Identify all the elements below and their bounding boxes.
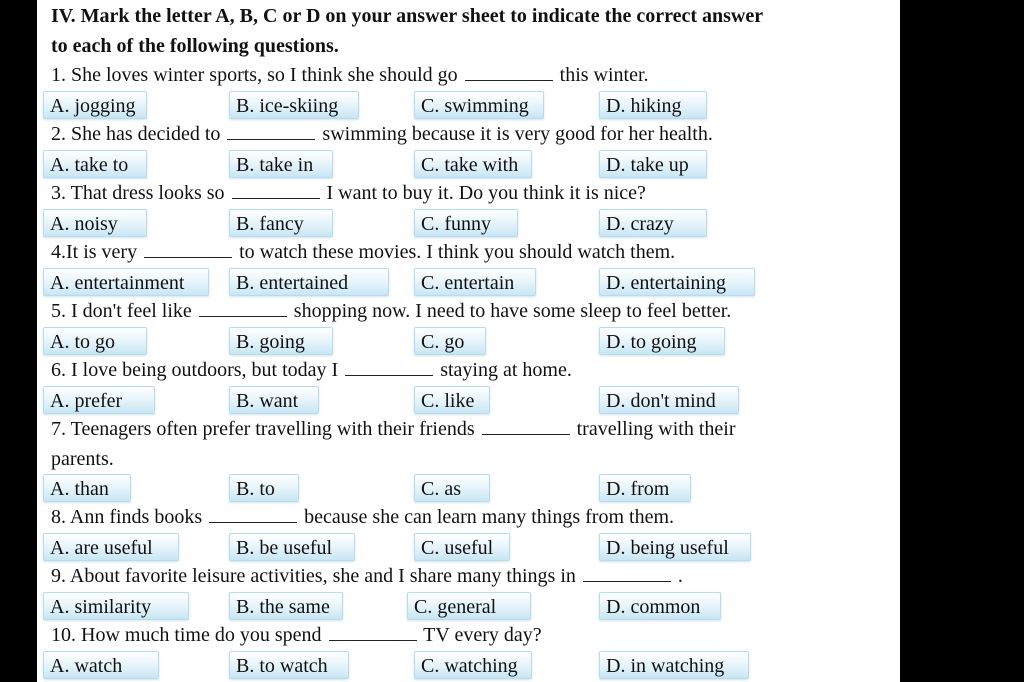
q10-option-c[interactable]: C. watching	[414, 651, 532, 679]
question-1	[51, 62, 649, 88]
question-text: 4.It is very	[51, 241, 138, 263]
q4-option-d[interactable]: D. entertaining	[599, 268, 755, 296]
answer-blank	[144, 240, 232, 258]
answer-blank	[345, 358, 433, 376]
question-4	[51, 239, 675, 265]
q7-option-c[interactable]: C. as	[414, 474, 490, 502]
q9-option-c[interactable]: C. general	[407, 592, 531, 620]
q5-option-c[interactable]: C. go	[414, 327, 486, 355]
q4-option-a[interactable]: A. entertainment	[43, 268, 209, 296]
q10-option-a[interactable]: A. watch	[43, 651, 159, 679]
q2-option-a[interactable]: A. take to	[43, 150, 147, 178]
q2-option-c[interactable]: C. take with	[414, 150, 532, 178]
q7-option-a[interactable]: A. than	[43, 474, 131, 502]
q2-option-b[interactable]: B. take in	[229, 150, 333, 178]
answer-blank	[329, 623, 417, 641]
question-text-end: this winter.	[559, 64, 649, 86]
q5-option-a[interactable]: A. to go	[43, 327, 147, 355]
q8-option-a[interactable]: A. are useful	[43, 533, 179, 561]
question-text-end: shopping now. I need to have some sleep to feel better.	[293, 300, 732, 322]
answer-blank	[232, 181, 320, 199]
question-2	[51, 121, 713, 147]
question-text-end: .	[677, 565, 683, 587]
answer-blank	[583, 564, 671, 582]
q3-option-d[interactable]: D. crazy	[599, 209, 707, 237]
q7-option-d[interactable]: D. from	[599, 474, 691, 502]
question-text-end: to watch these movies. I think you should watch them.	[239, 241, 676, 263]
instruction-line-1: IV. Mark the letter A, B, C or D on your answer sheet to indicate the correct answer	[51, 5, 764, 27]
q8-option-b[interactable]: B. be useful	[229, 533, 355, 561]
q8-option-d[interactable]: D. being useful	[599, 533, 751, 561]
q6-option-a[interactable]: A. prefer	[43, 386, 155, 414]
answer-blank	[209, 505, 297, 523]
q6-option-c[interactable]: C. like	[414, 386, 490, 414]
q6-option-b[interactable]: B. want	[229, 386, 319, 414]
q10-option-b[interactable]: B. to watch	[229, 651, 349, 679]
question-text: 6. I love being outdoors, but today I	[51, 359, 339, 381]
question-text-end: travelling with their	[576, 418, 736, 440]
question-5	[51, 298, 731, 324]
q4-option-b[interactable]: B. entertained	[229, 268, 389, 296]
question-text: 5. I don't feel like	[51, 300, 192, 322]
q3-option-b[interactable]: B. fancy	[229, 209, 333, 237]
question-text: 10. How much time do you spend	[51, 624, 322, 646]
q6-option-d[interactable]: D. don't mind	[599, 386, 739, 414]
answer-blank	[482, 417, 570, 435]
question-text-end: TV every day?	[423, 624, 542, 646]
q4-option-c[interactable]: C. entertain	[414, 268, 536, 296]
question-text-end: I want to buy it. Do you think it is nice?	[326, 182, 646, 204]
q1-option-b[interactable]: B. ice-skiing	[229, 91, 359, 119]
instruction-line-2: to each of the following questions.	[51, 35, 339, 57]
q2-option-d[interactable]: D. take up	[599, 150, 707, 178]
worksheet	[37, 0, 900, 682]
question-text: 7. Teenagers often prefer travelling with their friends	[51, 418, 475, 440]
question-text-end: because she can learn many things from them.	[304, 506, 674, 528]
question-text: 8. Ann finds books	[51, 506, 203, 528]
q5-option-d[interactable]: D. to going	[599, 327, 725, 355]
q9-option-d[interactable]: D. common	[599, 592, 721, 620]
q8-option-c[interactable]: C. useful	[414, 533, 510, 561]
question-9	[51, 563, 683, 589]
question-8	[51, 504, 674, 530]
answer-blank	[227, 122, 315, 140]
question-text: 9. About favorite leisure activities, she and I share many things in	[51, 565, 576, 587]
question-7-continued: parents.	[51, 448, 114, 470]
q1-option-c[interactable]: C. swimming	[414, 91, 544, 119]
question-text: 1. She loves winter sports, so I think she should go	[51, 64, 458, 86]
q10-option-d[interactable]: D. in watching	[599, 651, 749, 679]
q1-option-a[interactable]: A. jogging	[43, 91, 147, 119]
question-text-end: staying at home.	[440, 359, 572, 381]
q9-option-a[interactable]: A. similarity	[43, 592, 189, 620]
question-text-end: swimming because it is very good for her health.	[322, 123, 713, 145]
answer-blank	[465, 63, 553, 81]
question-3	[51, 180, 646, 206]
question-text: 3. That dress looks so	[51, 182, 225, 204]
q3-option-a[interactable]: A. noisy	[43, 209, 147, 237]
answer-blank	[199, 299, 287, 317]
q9-option-b[interactable]: B. the same	[229, 592, 343, 620]
question-6	[51, 357, 572, 383]
q3-option-c[interactable]: C. funny	[414, 209, 518, 237]
q1-option-d[interactable]: D. hiking	[599, 91, 707, 119]
q7-option-b[interactable]: B. to	[229, 474, 299, 502]
question-text: 2. She has decided to	[51, 123, 221, 145]
question-7	[51, 416, 735, 442]
q5-option-b[interactable]: B. going	[229, 327, 333, 355]
question-10	[51, 622, 542, 648]
